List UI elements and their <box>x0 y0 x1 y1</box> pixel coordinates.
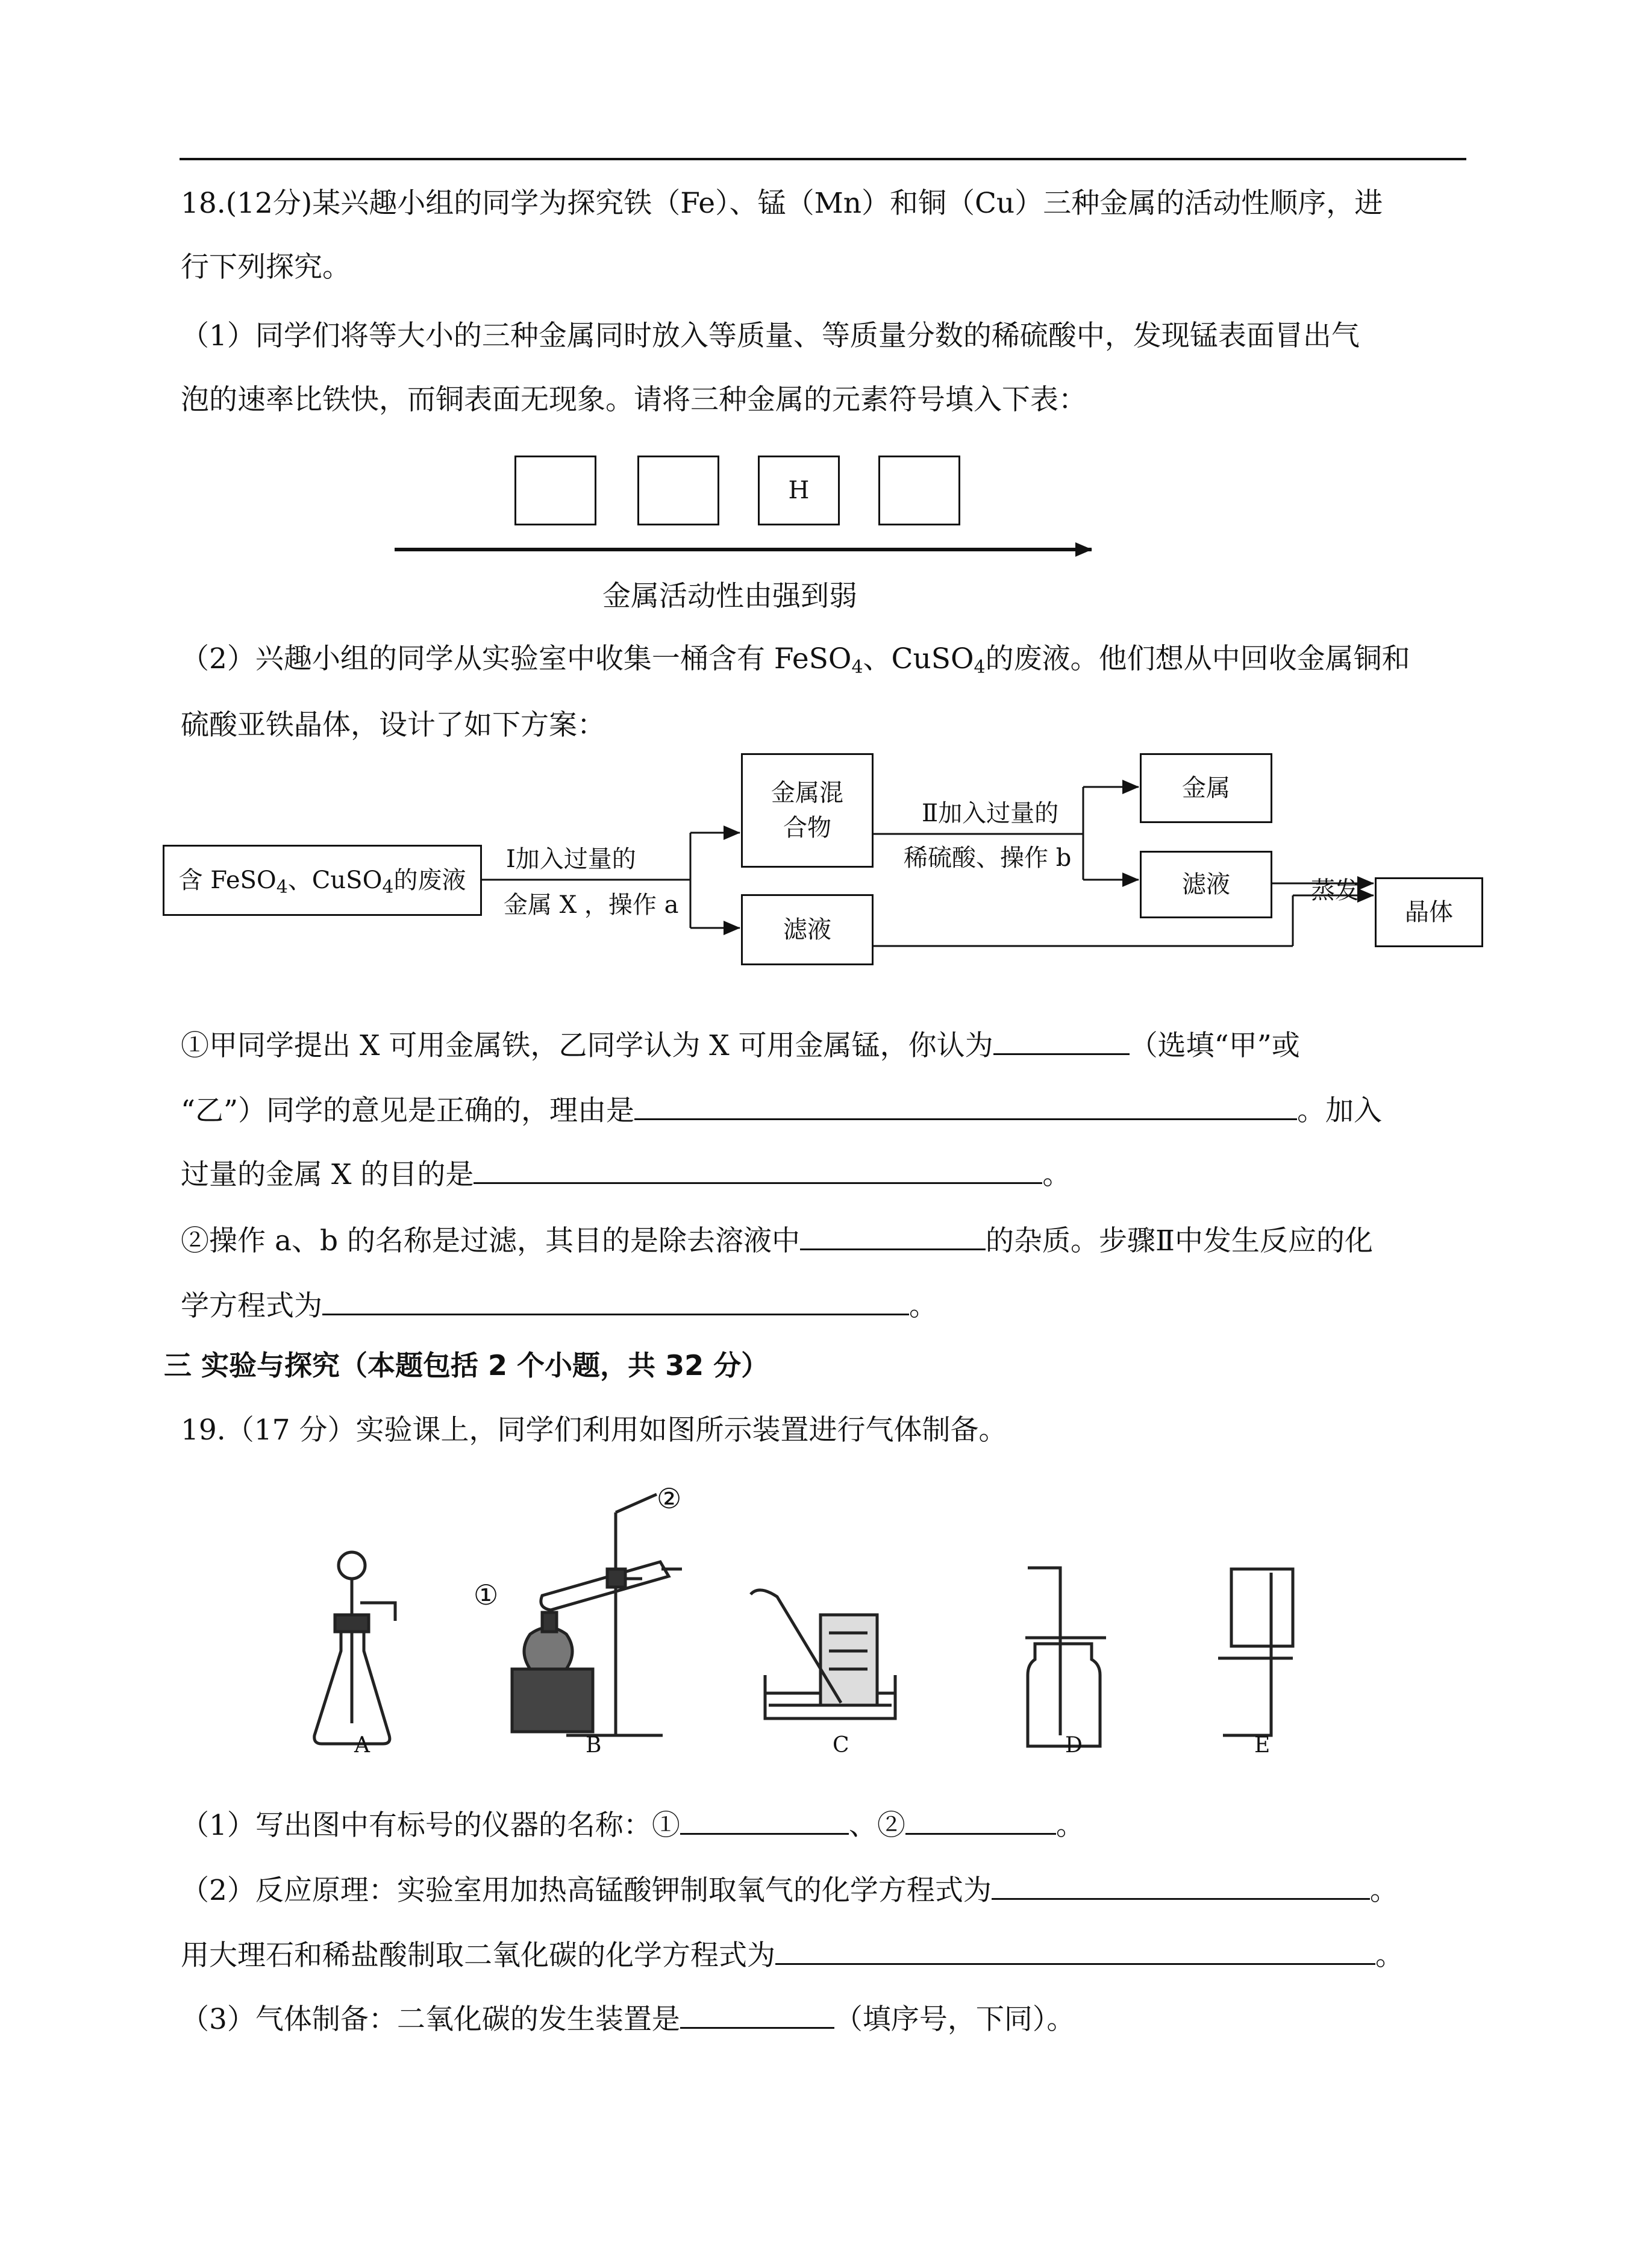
apparatus-label-c: C <box>833 1733 849 1758</box>
answer-blank-instrument-1[interactable] <box>680 1806 849 1835</box>
q18-sub1-line3: 过量的金属 X 的目的是 。 <box>181 1156 1071 1193</box>
q18-sub1-line2: “乙”）同学的意见是正确的，理由是 。加入 <box>181 1092 1382 1129</box>
q18-intro-line1: 18.(12分)某兴趣小组的同学为探究铁（Fe）、锰（Mn）和铜（Cu）三种金属的活动性顺序，进 <box>181 187 1383 220</box>
flow-waste-liquid: 含 FeSO$_4$、CuSO$_4$的废液 <box>163 845 482 916</box>
apparatus-c-icon <box>751 1590 895 1718</box>
apparatus-label-d: D <box>1065 1733 1083 1758</box>
flow-step1-top: Ⅰ加入过量的 <box>506 845 636 873</box>
q18-sub2-line2: 学方程式为 。 <box>181 1287 937 1324</box>
apparatus-a-icon <box>314 1552 395 1744</box>
answer-blank-equation-step2[interactable] <box>322 1287 909 1315</box>
apparatus-label-a: A <box>354 1733 370 1758</box>
flow-metal: 金属 <box>1140 753 1272 823</box>
answer-blank-reason[interactable] <box>634 1092 1297 1120</box>
apparatus-label-e: E <box>1254 1733 1271 1758</box>
answer-blank-impurity[interactable] <box>800 1222 986 1250</box>
q18-sub2-line1: ②操作 a、b 的名称是过滤，其目的是除去溶液中 的杂质。步骤Ⅱ中发生反应的化 <box>181 1222 1373 1259</box>
flow-crystal: 晶体 <box>1375 877 1483 947</box>
apparatus-b-icon <box>512 1494 682 1735</box>
q18-part1-line1: （1）同学们将等大小的三种金属同时放入等质量、等质量分数的稀硫酸中，发现锰表面冒出气 <box>181 319 1360 352</box>
section3-heading: 三 实验与探究（本题包括 2 个小题，共 32 分） <box>164 1349 769 1382</box>
q19-part3: （3）气体制备：二氧化碳的发生装置是 （填序号，下同）。 <box>181 2000 1075 2038</box>
marker-2: ② <box>657 1482 682 1515</box>
q19-part1: （1）写出图中有标号的仪器的名称：① 、② 。 <box>181 1806 1084 1844</box>
answer-blank-generator[interactable] <box>680 2000 834 2029</box>
answer-blank-student[interactable] <box>993 1027 1130 1055</box>
q19-part2-line1: （2）反应原理：实验室用加热高锰酸钾制取氧气的化学方程式为 。 <box>181 1872 1398 1909</box>
q18-part1-line2: 泡的速率比铁快，而铜表面无现象。请将三种金属的元素符号填入下表： <box>181 383 1087 416</box>
flow-filtrate-1: 滤液 <box>741 894 874 965</box>
q18-intro-line2: 行下列探究。 <box>181 251 351 284</box>
q18-part2-line2: 硫酸亚铁晶体，设计了如下方案： <box>181 709 605 742</box>
marker-1: ① <box>474 1579 499 1611</box>
apparatus-label-b: B <box>586 1733 602 1758</box>
activity-box-hydrogen: H <box>758 456 840 525</box>
flow-evaporate: 蒸发 <box>1311 877 1359 904</box>
answer-blank-co2-equation[interactable] <box>775 1937 1375 1965</box>
q18-part2-line1: （2）兴趣小组的同学从实验室中收集一桶含有 FeSO$_4$、CuSO$_4$的废液。他们想从中回收金属铜和 <box>181 642 1410 678</box>
apparatus-e-icon <box>1218 1569 1293 1735</box>
answer-blank-instrument-2[interactable] <box>905 1806 1056 1835</box>
apparatus-d-icon <box>1025 1568 1106 1746</box>
flow-step2-top: Ⅱ加入过量的 <box>922 800 1059 827</box>
flow-filtrate-2: 滤液 <box>1140 851 1272 918</box>
flow-metal-mixture: 金属混 合物 <box>741 753 874 868</box>
activity-caption: 金属活动性由强到弱 <box>602 580 857 613</box>
flow-step2-bottom: 稀硫酸、操作 b <box>904 844 1072 872</box>
answer-blank-oxygen-equation[interactable] <box>992 1872 1370 1900</box>
q19-intro: 19.（17 分）实验课上，同学们利用如图所示装置进行气体制备。 <box>181 1414 1007 1447</box>
flow-step1-bottom: 金属 X ，操作 a <box>504 891 679 919</box>
answer-blank-purpose[interactable] <box>474 1156 1042 1184</box>
q18-sub1-line1: ①甲同学提出 X 可用金属铁，乙同学认为 X 可用金属锰，你认为 （选填“甲”或 <box>181 1027 1300 1064</box>
q19-part2-line2: 用大理石和稀盐酸制取二氧化碳的化学方程式为 。 <box>181 1937 1404 1974</box>
